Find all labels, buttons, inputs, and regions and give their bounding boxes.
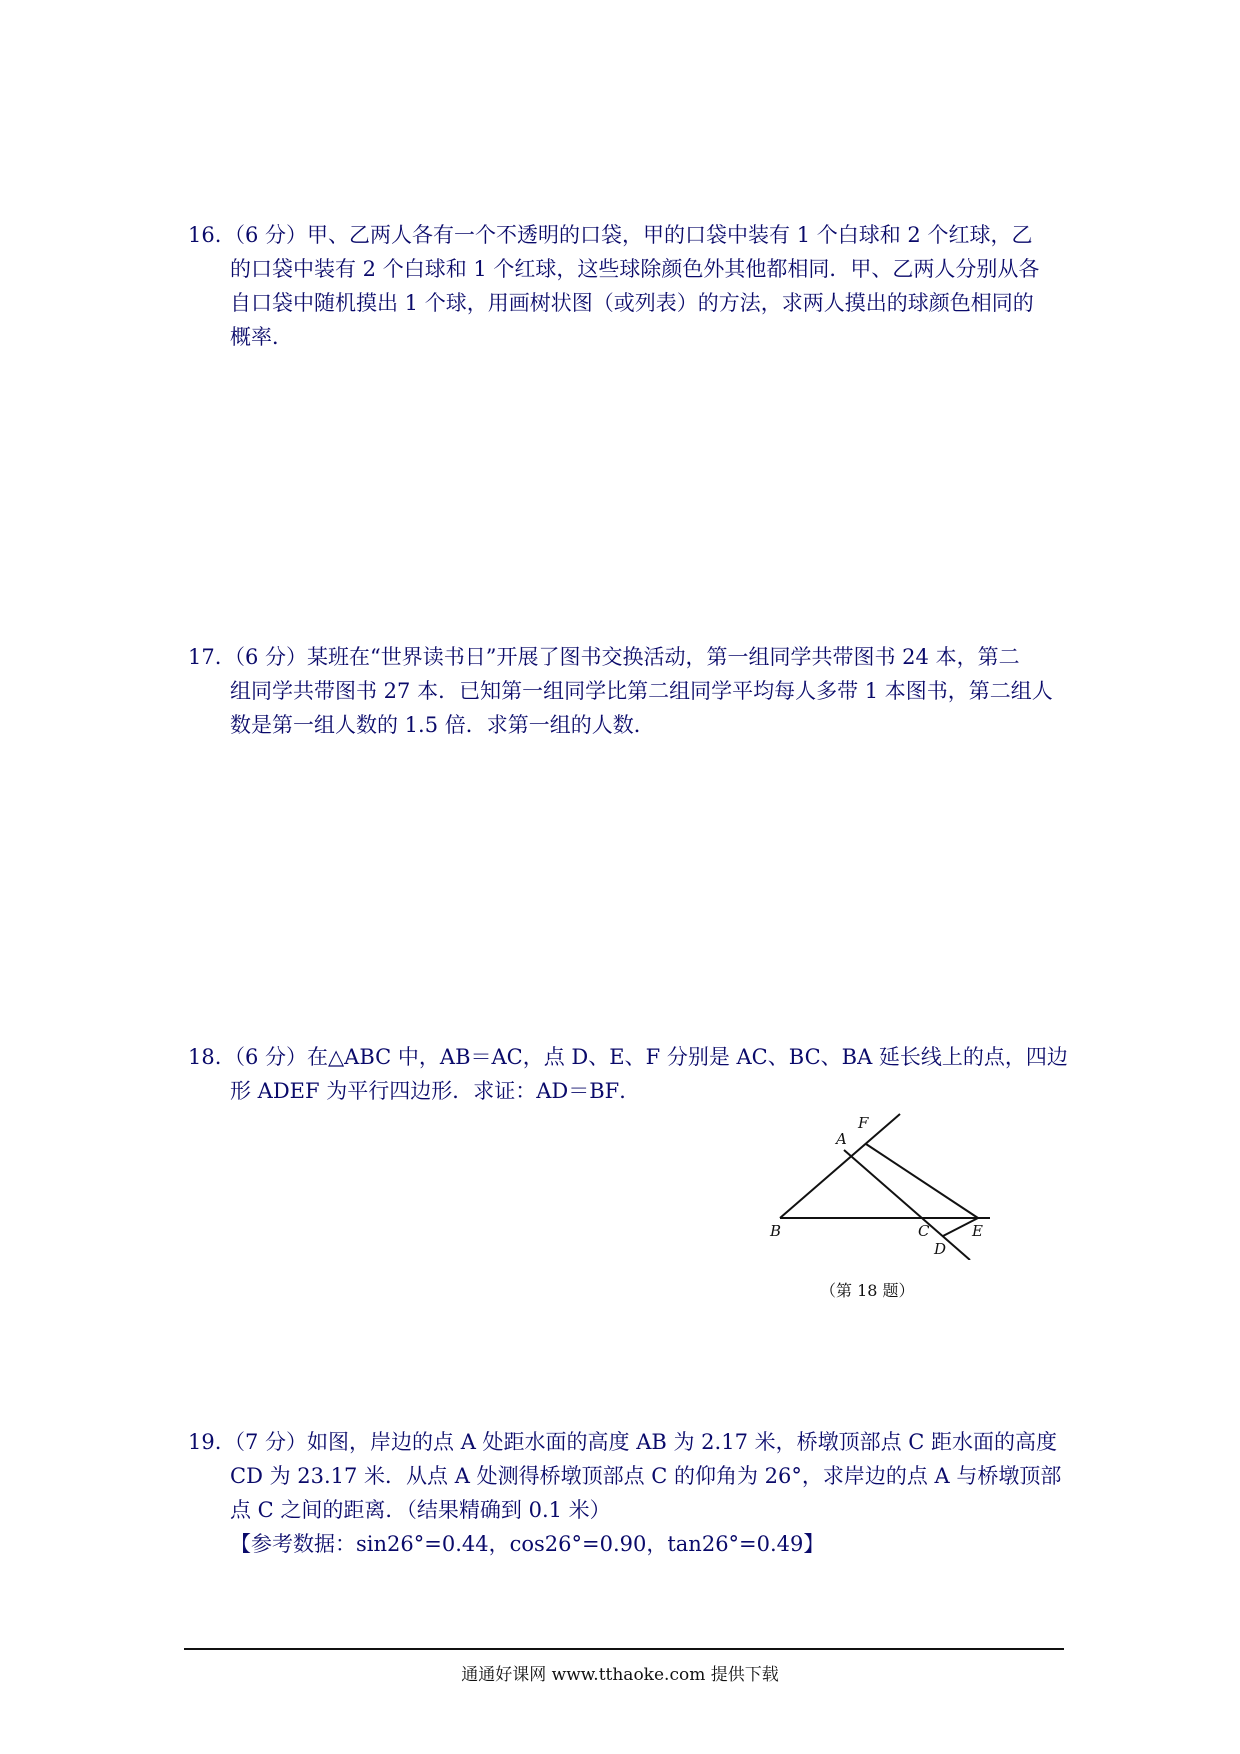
question-text-line: 数是第一组人数的 1.5 倍．求第一组的人数． <box>230 713 655 737</box>
question-text-line: （7 分）如图，岸边的点 A 处距水面的高度 AB 为 2.17 米，桥墩顶部点 C 距水面的高度 <box>224 1430 1058 1454</box>
question-text-line: （6 分）甲、乙两人各有一个不透明的口袋，甲的口袋中装有 1 个白球和 2 个红球，乙 <box>224 223 1033 247</box>
point-label-d: D <box>934 1240 947 1258</box>
question-16 <box>188 218 1068 354</box>
question-text-line: CD 为 23.17 米．从点 A 处测得桥墩顶部点 C 的仰角为 26°，求岸边的点 A 与桥墩顶部 <box>230 1464 1062 1488</box>
point-label-f: F <box>858 1114 869 1132</box>
footer-text: 通通好课网 www.tthaoke.com 提供下载 <box>461 1665 779 1685</box>
figure-caption: （第 18 题） <box>820 1281 915 1300</box>
question-text-line: 形 ADEF 为平行四边形．求证：AD＝BF． <box>230 1079 641 1103</box>
question-text-line: 自口袋中随机摸出 1 个球，用画树状图（或列表）的方法，求两人摸出的球颜色相同的 <box>230 291 1034 315</box>
question-number: 19. <box>188 1430 222 1454</box>
line-ad <box>844 1150 970 1260</box>
question-text-line: 点 C 之间的距离．（结果精确到 0.1 米） <box>230 1498 611 1522</box>
question-number: 17. <box>188 645 222 669</box>
question-17 <box>188 640 1068 742</box>
question-number: 16. <box>188 223 222 247</box>
point-label-c: C <box>918 1222 930 1240</box>
question-number: 18. <box>188 1045 222 1069</box>
question-text-line: 概率． <box>230 325 293 349</box>
geometry-figure-18 <box>760 1100 1010 1260</box>
question-text-line: （6 分）在△ABC 中，AB＝AC，点 D、E、F 分别是 AC、BC、BA 延长线上的点，四边 <box>224 1045 1068 1069</box>
line-fe <box>866 1144 978 1218</box>
question-text-line: （6 分）某班在“世界读书日”开展了图书交换活动，第一组同学共带图书 24 本，第二 <box>224 645 1020 669</box>
footer-divider <box>184 1648 1064 1650</box>
question-text-line: 的口袋中装有 2 个白球和 1 个红球，这些球除颜色外其他都相同．甲、乙两人分别从各 <box>230 257 1040 281</box>
point-label-e: E <box>972 1222 983 1240</box>
point-label-b: B <box>770 1222 782 1240</box>
reference-data: 【参考数据：sin26°=0.44，cos26°=0.90，tan26°=0.49】 <box>230 1532 825 1556</box>
question-18 <box>188 1040 1068 1108</box>
point-label-a: A <box>836 1130 847 1148</box>
question-text-line: 组同学共带图书 27 本．已知第一组同学比第二组同学平均每人多带 1 本图书，第二组人 <box>230 679 1053 703</box>
question-19 <box>188 1425 1068 1561</box>
